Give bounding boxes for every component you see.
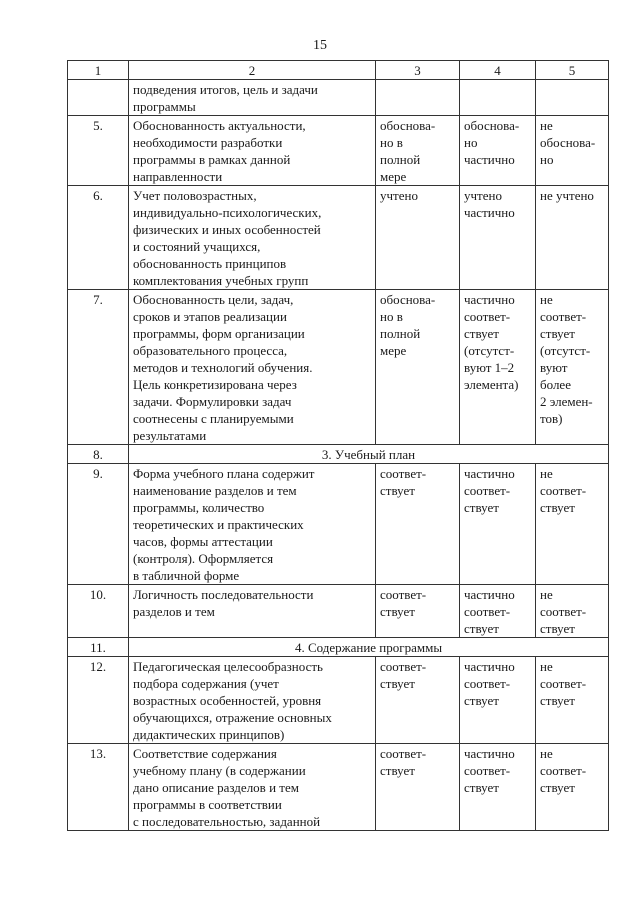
header-cell-5: 5: [536, 61, 609, 80]
score-none-line: не: [540, 659, 553, 674]
score-none-line: не: [540, 292, 553, 307]
score-none-line: вуют: [540, 360, 568, 375]
table-body: [68, 61, 609, 831]
score-partial-line: частично: [464, 659, 515, 674]
score-full-line: ствует: [380, 763, 415, 778]
score-none-line: не: [540, 587, 553, 602]
criterion-text-line: программы, количество: [133, 500, 265, 515]
criterion-text-line: программы, форм организации: [133, 326, 305, 341]
score-none-line: обоснова-: [540, 135, 596, 150]
criterion-text: [129, 116, 376, 186]
score-full-line: соответ-: [380, 466, 427, 481]
criterion-text-line: обучающихся, отражение основных: [133, 710, 332, 725]
score-full-line: обоснова-: [380, 292, 436, 307]
score-none-line: не: [540, 118, 553, 133]
row-number: [68, 80, 129, 116]
score-none: [536, 657, 609, 744]
table-header-row: [68, 61, 609, 80]
row-number: 12.: [68, 657, 129, 744]
score-full-line: полной: [380, 326, 421, 341]
criterion-text-line: в табличной форме: [133, 568, 240, 583]
score-none: [536, 744, 609, 831]
criterion-text-line: образовательного процесса,: [133, 343, 288, 358]
score-none-line: 2 элемен-: [540, 394, 593, 409]
score-partial: [460, 116, 536, 186]
header-cell-2: 2: [129, 61, 376, 80]
table-row: [68, 116, 609, 186]
criterion-text-line: наименование разделов и тем: [133, 483, 297, 498]
score-none: [536, 290, 609, 445]
score-full-line: но в: [380, 135, 403, 150]
row-number: 9.: [68, 464, 129, 585]
section-title: 4. Содержание программы: [129, 638, 609, 657]
row-number: 6.: [68, 186, 129, 290]
score-full-line: соответ-: [380, 746, 427, 761]
score-partial-line: ствует: [464, 693, 499, 708]
score-none: [536, 80, 609, 116]
score-none-line: соответ-: [540, 483, 587, 498]
score-full-line: ствует: [380, 604, 415, 619]
score-none-line: тов): [540, 411, 563, 426]
table-row: [68, 744, 609, 831]
criterion-text-line: подведения итогов, цель и задачи: [133, 82, 318, 97]
score-none-line: не: [540, 746, 553, 761]
row-number: 8.: [68, 445, 129, 464]
criterion-text-line: Цель конкретизирована через: [133, 377, 297, 392]
score-full: [376, 290, 460, 445]
criterion-text-line: подбора содержания (учет: [133, 676, 279, 691]
criterion-text-line: Соответствие содержания: [133, 746, 277, 761]
score-full: [376, 116, 460, 186]
score-none-line: ствует: [540, 500, 575, 515]
criterion-text-line: задачи. Формулировки задач: [133, 394, 292, 409]
score-none: [536, 585, 609, 638]
score-partial: [460, 186, 536, 290]
header-cell-3: 3: [376, 61, 460, 80]
score-partial-line: частично: [464, 292, 515, 307]
score-none-line: (отсутст-: [540, 343, 591, 358]
criterion-text-line: Форма учебного плана содержит: [133, 466, 315, 481]
criterion-text-line: учебному плану (в содержании: [133, 763, 306, 778]
criterion-text-line: с последовательностью, заданной: [133, 814, 321, 829]
score-full-line: полной: [380, 152, 421, 167]
score-partial-line: ствует: [464, 780, 499, 795]
table-row: [68, 186, 609, 290]
score-none-line: более: [540, 377, 571, 392]
criterion-text-line: Обоснованность цели, задач,: [133, 292, 294, 307]
score-partial-line: соответ-: [464, 309, 511, 324]
score-partial: [460, 585, 536, 638]
score-partial-line: частично: [464, 466, 515, 481]
criterion-text-line: часов, формы аттестации: [133, 534, 273, 549]
criterion-text-line: результатами: [133, 428, 207, 443]
score-none-line: соответ-: [540, 604, 587, 619]
score-full-line: обоснова-: [380, 118, 436, 133]
criterion-text-line: обоснованность принципов: [133, 256, 287, 271]
score-partial-line: ствует: [464, 326, 499, 341]
criterion-text-line: необходимости разработки: [133, 135, 283, 150]
table-row: [68, 80, 609, 116]
score-full-line: учтено: [380, 188, 418, 203]
score-none: [536, 186, 609, 290]
criterion-text-line: дано описание разделов и тем: [133, 780, 299, 795]
score-partial-line: соответ-: [464, 604, 511, 619]
score-none-line: соответ-: [540, 763, 587, 778]
score-full-line: ствует: [380, 483, 415, 498]
criterion-text-line: (контроля). Оформляется: [133, 551, 274, 566]
score-full-line: мере: [380, 169, 407, 184]
score-partial-line: частично: [464, 587, 515, 602]
score-none-line: не учтено: [540, 188, 594, 203]
score-partial-line: соответ-: [464, 483, 511, 498]
criterion-text: [129, 744, 376, 831]
page-number: 15: [313, 38, 327, 53]
header-cell-1: 1: [68, 61, 129, 80]
score-full-line: мере: [380, 343, 407, 358]
score-partial-line: (отсутст-: [464, 343, 515, 358]
score-partial-line: частично: [464, 152, 515, 167]
row-number: 11.: [68, 638, 129, 657]
criterion-text: [129, 657, 376, 744]
score-full-line: но в: [380, 309, 403, 324]
score-partial: [460, 290, 536, 445]
score-none-line: соответ-: [540, 309, 587, 324]
criterion-text-line: теоретических и практических: [133, 517, 304, 532]
criterion-text-line: и состояний учащихся,: [133, 239, 261, 254]
criterion-text-line: возрастных особенностей, уровня: [133, 693, 322, 708]
criterion-text-line: программы в рамках данной: [133, 152, 291, 167]
criterion-text: [129, 186, 376, 290]
criterion-text-line: методов и технологий обучения.: [133, 360, 313, 375]
score-none-line: соответ-: [540, 676, 587, 691]
row-number: 7.: [68, 290, 129, 445]
score-partial-line: соответ-: [464, 676, 511, 691]
score-full: [376, 657, 460, 744]
score-partial: [460, 464, 536, 585]
criterion-text-line: Учет половозрастных,: [133, 188, 257, 203]
criterion-text-line: программы в соответствии: [133, 797, 282, 812]
score-full: [376, 585, 460, 638]
score-partial-line: ствует: [464, 500, 499, 515]
criterion-text: [129, 585, 376, 638]
criterion-text-line: сроков и этапов реализации: [133, 309, 287, 324]
score-partial-line: но: [464, 135, 478, 150]
score-full-line: соответ-: [380, 659, 427, 674]
score-partial-line: частично: [464, 205, 515, 220]
score-partial: [460, 657, 536, 744]
criterion-text-line: соотнесены с планируемыми: [133, 411, 294, 426]
header-cell-4: 4: [460, 61, 536, 80]
criterion-text: [129, 290, 376, 445]
section-title: 3. Учебный план: [129, 445, 609, 464]
score-full: [376, 744, 460, 831]
criterion-text: [129, 80, 376, 116]
score-full: [376, 464, 460, 585]
score-none-line: ствует: [540, 621, 575, 636]
score-none-line: ствует: [540, 780, 575, 795]
criterion-text: [129, 464, 376, 585]
score-full-line: ствует: [380, 676, 415, 691]
criterion-text-line: направленности: [133, 169, 223, 184]
score-none-line: не: [540, 466, 553, 481]
row-number: 10.: [68, 585, 129, 638]
criterion-text-line: индивидуально-психологических,: [133, 205, 322, 220]
criterion-text-line: дидактических принципов): [133, 727, 285, 742]
score-partial-line: элемента): [464, 377, 519, 392]
criterion-text-line: программы: [133, 99, 196, 114]
score-full: [376, 80, 460, 116]
score-partial-line: соответ-: [464, 763, 511, 778]
table-row: [68, 464, 609, 585]
score-full: [376, 186, 460, 290]
score-partial-line: ствует: [464, 621, 499, 636]
score-none: [536, 464, 609, 585]
table-row: [68, 585, 609, 638]
score-partial: [460, 80, 536, 116]
score-partial-line: учтено: [464, 188, 502, 203]
criterion-text-line: Педагогическая целесообразность: [133, 659, 323, 674]
criterion-text-line: физических и иных особенностей: [133, 222, 321, 237]
score-full-line: соответ-: [380, 587, 427, 602]
table-row: [68, 290, 609, 445]
score-none: [536, 116, 609, 186]
table-row: [68, 657, 609, 744]
score-partial-line: вуют 1–2: [464, 360, 515, 375]
score-none-line: но: [540, 152, 554, 167]
row-number: 13.: [68, 744, 129, 831]
section-row: [68, 638, 609, 657]
criteria-table: [67, 60, 609, 831]
section-row: [68, 445, 609, 464]
score-none-line: ствует: [540, 693, 575, 708]
criterion-text-line: Обоснованность актуальности,: [133, 118, 306, 133]
score-partial-line: обоснова-: [464, 118, 520, 133]
criterion-text-line: Логичность последовательности: [133, 587, 314, 602]
criterion-text-line: комплектования учебных групп: [133, 273, 309, 288]
score-none-line: ствует: [540, 326, 575, 341]
score-partial: [460, 744, 536, 831]
score-partial-line: частично: [464, 746, 515, 761]
row-number: 5.: [68, 116, 129, 186]
criterion-text-line: разделов и тем: [133, 604, 215, 619]
